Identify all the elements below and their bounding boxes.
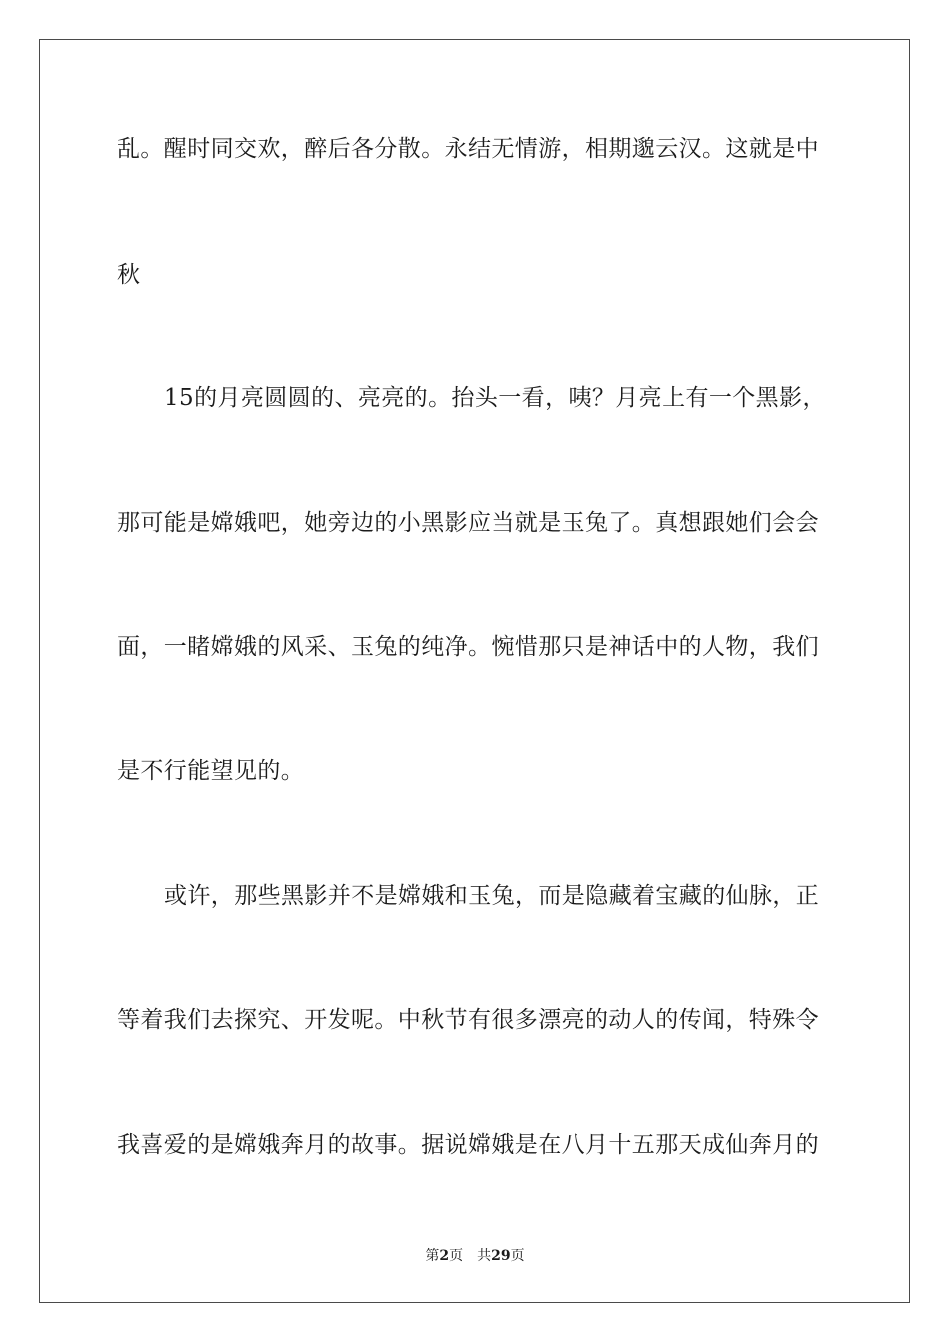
text-line: 等着我们去探究、开发呢。中秋节有很多漂亮的动人的传闻，特殊令 — [117, 1007, 819, 1033]
total-pages: 29 — [491, 1248, 511, 1264]
text-line: 乱。醒时同交欢，醉后各分散。永结无情游，相期邈云汉。这就是中 — [117, 136, 819, 162]
text-line: 我喜爱的是嫦娥奔月的故事。据说嫦娥是在八月十五那天成仙奔月的 — [117, 1132, 819, 1158]
total-prefix: 共 — [477, 1248, 492, 1264]
total-suffix: 页 — [510, 1248, 525, 1264]
page-number: 2 — [439, 1248, 450, 1264]
text-line: 面，一睹嫦娥的风采、玉兔的纯净。惋惜那只是神话中的人物，我们 — [117, 634, 819, 660]
text-line: 秋 — [117, 262, 141, 288]
text-line: 是不行能望见的。 — [117, 758, 305, 784]
paragraph-first-line: 15的月亮圆圆的、亮亮的。抬头一看，咦？月亮上有一个黑影， — [164, 385, 826, 411]
page-footer — [0, 1246, 950, 1266]
page-suffix: 页 — [449, 1248, 464, 1264]
page-prefix: 第 — [425, 1248, 440, 1264]
paragraph-first-line: 或许，那些黑影并不是嫦娥和玉兔，而是隐藏着宝藏的仙脉，正 — [164, 883, 820, 909]
page-border — [39, 39, 910, 1303]
text-line: 那可能是嫦娥吧，她旁边的小黑影应当就是玉兔了。真想跟她们会会 — [117, 510, 819, 536]
